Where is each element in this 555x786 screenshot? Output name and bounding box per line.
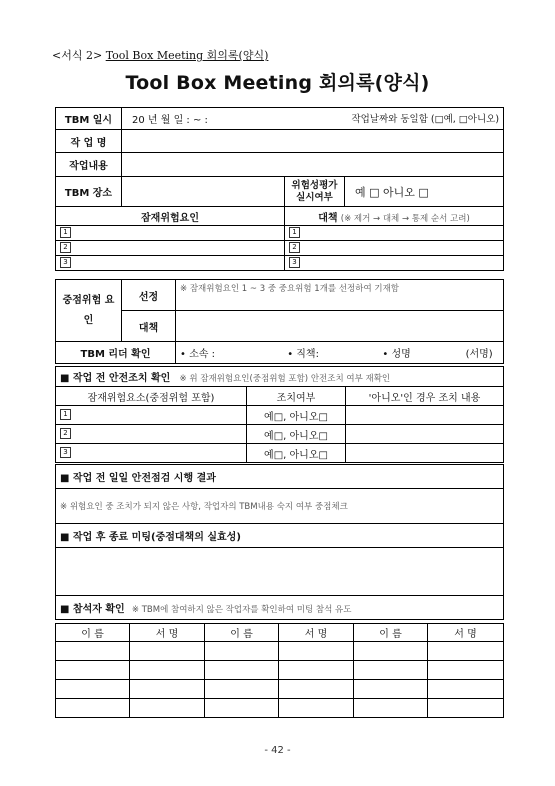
form-number: <서식 2> — [52, 49, 103, 62]
pre-check-row-2-status[interactable]: 예□, 아니오□ — [247, 425, 346, 444]
pre-check-note: ※ 위 잠재위험요인(중점위험 포함) 안전조치 여부 재확인 — [179, 374, 391, 384]
num-box-2: 2 — [60, 242, 71, 253]
date-note: 작업날짜와 동일함 (□예, □아니오) — [351, 114, 500, 125]
work-name-label: 작 업 명 — [56, 130, 122, 153]
pre-check-title: ■ 작업 전 안전조치 확인 — [60, 373, 171, 384]
attendee-sign-header: 서 명 — [428, 624, 504, 642]
attendees-title-cell — [56, 596, 504, 620]
key-hazard-label: 중점위험 요인 — [56, 280, 122, 342]
pre-check-row-1-hazard[interactable] — [56, 406, 247, 425]
attendee-row — [56, 699, 504, 718]
num-box-2: 2 — [60, 428, 71, 439]
attendee-sign-cell[interactable] — [130, 699, 205, 718]
attendee-sign-cell[interactable] — [279, 699, 354, 718]
attendee-name-cell[interactable] — [56, 642, 130, 661]
page-number: - 42 - — [264, 745, 291, 756]
form-title-underlined: Tool Box Meeting 회의록(양식) — [105, 49, 269, 62]
measure-header-cell — [285, 207, 504, 226]
key-hazard-table — [55, 279, 504, 364]
attendee-sign-cell[interactable] — [428, 642, 504, 661]
num-box-3: 3 — [60, 257, 71, 268]
hazard-row-2[interactable] — [56, 241, 285, 256]
leader-label: TBM 리더 확인 — [56, 342, 176, 364]
daily-check-title-cell — [56, 465, 504, 489]
work-name-field[interactable] — [122, 130, 504, 153]
pre-check-row-3-hazard[interactable] — [56, 444, 247, 463]
measure-header: 대책 — [318, 212, 338, 224]
attendee-sign-cell[interactable] — [130, 661, 205, 680]
leader-signature: (서명) — [465, 349, 493, 360]
work-content-label: 작업내용 — [56, 153, 122, 177]
date-label: TBM 일시 — [56, 108, 122, 130]
hazard-row-1[interactable] — [56, 226, 285, 241]
attendee-name-header: 이 름 — [56, 624, 130, 642]
date-cell[interactable] — [122, 108, 504, 130]
key-hazard-measure-field[interactable] — [176, 311, 504, 342]
hazard-header: 잠재위험요인 — [56, 207, 285, 226]
pre-check-col-hazard: 잠재위험요소(중점위험 포함) — [56, 387, 247, 406]
post-meeting-title: ■ 작업 후 종료 미팅(중점대책의 실효성) — [60, 532, 241, 543]
attendee-sign-cell[interactable] — [279, 642, 354, 661]
daily-check-title: ■ 작업 전 일일 안전점검 시행 결과 — [60, 473, 216, 484]
attendee-name-cell[interactable] — [205, 699, 279, 718]
attendee-name-header: 이 름 — [205, 624, 279, 642]
place-label: TBM 장소 — [56, 177, 122, 207]
attendee-sign-cell[interactable] — [130, 642, 205, 661]
pre-check-row-3-action[interactable] — [346, 444, 504, 463]
attendee-row — [56, 680, 504, 699]
attendee-name-cell[interactable] — [56, 699, 130, 718]
key-hazard-select-note: ※ 잠재위험요인 1 ~ 3 중 중요위험 1개를 선정하여 기재함 — [180, 284, 400, 294]
daily-check-note: ※ 위험요인 중 조치가 되지 않은 사항, 작업자의 TBM내용 숙지 여부 중점체크 — [60, 502, 348, 512]
form-caption — [52, 47, 268, 63]
measure-row-3[interactable] — [285, 256, 504, 271]
tbm-basic-table — [55, 107, 504, 271]
document-title: Tool Box Meeting 회의록(양식) — [125, 72, 430, 94]
key-hazard-select-field[interactable] — [176, 280, 504, 311]
attendee-name-cell[interactable] — [354, 661, 428, 680]
post-meeting-field[interactable] — [56, 548, 504, 596]
work-content-field[interactable] — [122, 153, 504, 177]
attendee-sign-cell[interactable] — [130, 680, 205, 699]
attendee-sign-cell[interactable] — [279, 661, 354, 680]
leader-name: • 성명 — [382, 349, 411, 360]
pre-check-row-2-hazard[interactable] — [56, 425, 247, 444]
num-box-2: 2 — [289, 242, 300, 253]
num-box-1: 1 — [60, 227, 71, 238]
pre-check-title-cell — [56, 367, 504, 387]
attendee-name-cell[interactable] — [354, 699, 428, 718]
attendee-name-cell[interactable] — [56, 680, 130, 699]
attendee-sign-cell[interactable] — [279, 680, 354, 699]
num-box-1: 1 — [60, 409, 71, 420]
hazard-row-3[interactable] — [56, 256, 285, 271]
attendee-name-cell[interactable] — [205, 661, 279, 680]
risk-eval-label: 위험성평가 실시여부 — [285, 177, 345, 207]
attendee-name-cell[interactable] — [205, 680, 279, 699]
attendee-name-cell[interactable] — [354, 680, 428, 699]
pre-check-col-status: 조치여부 — [247, 387, 346, 406]
attendees-title: ■ 참석자 확인 — [60, 604, 125, 615]
post-meeting-title-cell — [56, 524, 504, 548]
num-box-1: 1 — [289, 227, 300, 238]
pre-check-row-3-status[interactable]: 예□, 아니오□ — [247, 444, 346, 463]
attendee-sign-cell[interactable] — [428, 699, 504, 718]
risk-eval-value[interactable]: 예 □ 아니오 □ — [345, 177, 504, 207]
attendee-sign-header: 서 명 — [130, 624, 205, 642]
num-box-3: 3 — [289, 257, 300, 268]
attendees-note: ※ TBM에 참여하지 않은 작업자를 확인하여 미팅 참석 유도 — [131, 605, 352, 615]
key-hazard-measure-label: 대책 — [122, 311, 176, 342]
attendee-sign-header: 서 명 — [279, 624, 354, 642]
date-value: 20 년 월 일 : ~ : — [132, 115, 208, 126]
measure-row-1[interactable] — [285, 226, 504, 241]
attendee-name-cell[interactable] — [56, 661, 130, 680]
measure-header-note: (※ 제거 → 대체 → 통제 순서 고려) — [340, 213, 470, 224]
attendee-name-cell[interactable] — [354, 642, 428, 661]
attendee-sign-cell[interactable] — [428, 680, 504, 699]
pre-check-row-1-status[interactable]: 예□, 아니오□ — [247, 406, 346, 425]
attendee-row — [56, 661, 504, 680]
pre-check-col-action: '아니오'인 경우 조치 내용 — [346, 387, 504, 406]
pre-check-row-1-action[interactable] — [346, 406, 504, 425]
daily-check-field[interactable] — [56, 489, 504, 524]
daily-check-table — [55, 464, 504, 620]
place-field[interactable] — [122, 177, 285, 207]
pre-check-row-2-action[interactable] — [346, 425, 504, 444]
pre-check-table — [55, 366, 504, 463]
leader-info[interactable] — [176, 342, 504, 364]
attendees-table — [55, 623, 504, 718]
attendee-name-header: 이 름 — [354, 624, 428, 642]
leader-affiliation: • 소속 : — [180, 349, 215, 360]
key-hazard-select-label: 선정 — [122, 280, 176, 311]
leader-position: • 직책: — [287, 349, 319, 360]
measure-row-2[interactable] — [285, 241, 504, 256]
attendee-sign-cell[interactable] — [428, 661, 504, 680]
attendee-name-cell[interactable] — [205, 642, 279, 661]
attendee-row — [56, 642, 504, 661]
num-box-3: 3 — [60, 447, 71, 458]
